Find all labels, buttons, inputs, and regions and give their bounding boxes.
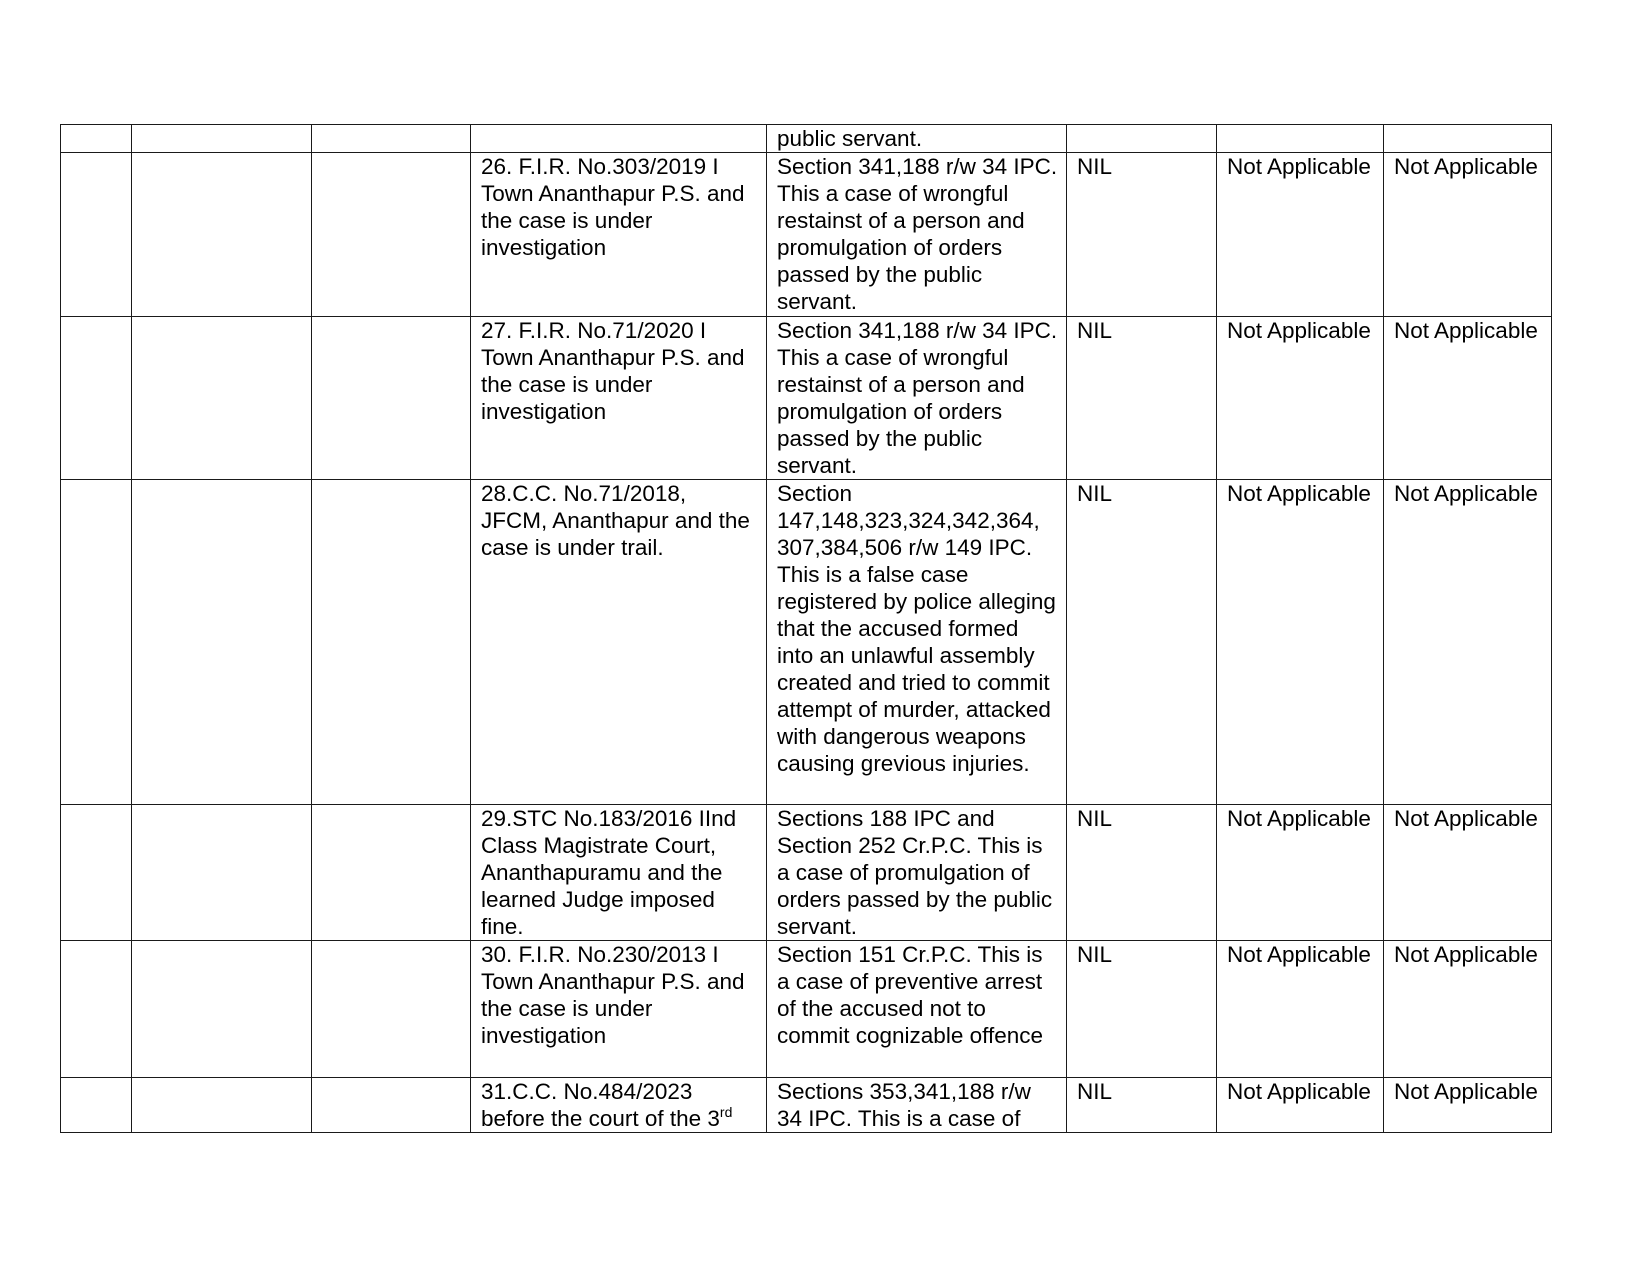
conviction-cell: NIL [1067, 805, 1217, 941]
table-row [61, 805, 1552, 941]
case-cell [471, 125, 767, 153]
details-cell: public servant. [767, 125, 1067, 153]
remarks-cell: Not Applicable [1384, 1078, 1552, 1133]
empty-cell [312, 125, 471, 153]
appeal-cell: Not Applicable [1217, 941, 1384, 1078]
details-cell: Sections 188 IPC and Section 252 Cr.P.C. This is a case of promulgation of orders passed by the public servant. [767, 805, 1067, 941]
table-row [61, 317, 1552, 480]
empty-cell [312, 1078, 471, 1133]
name-cell [132, 480, 312, 805]
appeal-cell: Not Applicable [1217, 1078, 1384, 1133]
case-cell: 28.C.C. No.71/2018, JFCM, Ananthapur and the case is under trail. [471, 480, 767, 805]
serial-cell [61, 153, 132, 317]
remarks-cell: Not Applicable [1384, 480, 1552, 805]
conviction-cell: NIL [1067, 941, 1217, 1078]
details-cell: Section 151 Cr.P.C. This is a case of preventive arrest of the accused not to commit cognizable offence [767, 941, 1067, 1078]
name-cell [132, 1078, 312, 1133]
case-cell: 30. F.I.R. No.230/2013 I Town Ananthapur P.S. and the case is under investigation [471, 941, 767, 1078]
serial-cell [61, 1078, 132, 1133]
remarks-cell: Not Applicable [1384, 805, 1552, 941]
name-cell [132, 317, 312, 480]
appeal-cell: Not Applicable [1217, 805, 1384, 941]
remarks-cell [1384, 125, 1552, 153]
conviction-cell: NIL [1067, 1078, 1217, 1133]
serial-cell [61, 941, 132, 1078]
table-row [61, 480, 1552, 805]
empty-cell [312, 317, 471, 480]
serial-cell [61, 805, 132, 941]
case-text: 31.C.C. No.484/2023 before the court of the 3 [481, 1079, 720, 1131]
table-row [61, 125, 1552, 153]
conviction-cell [1067, 125, 1217, 153]
table-row [61, 941, 1552, 1078]
appeal-cell: Not Applicable [1217, 317, 1384, 480]
empty-cell [312, 805, 471, 941]
conviction-cell: NIL [1067, 317, 1217, 480]
appeal-cell: Not Applicable [1217, 480, 1384, 805]
empty-cell [312, 480, 471, 805]
name-cell [132, 941, 312, 1078]
serial-cell [61, 480, 132, 805]
details-cell: Section 341,188 r/w 34 IPC. This a case of wrongful restainst of a person and promulgation of orders passed by the public servant. [767, 153, 1067, 317]
appeal-cell: Not Applicable [1217, 153, 1384, 317]
conviction-cell: NIL [1067, 153, 1217, 317]
remarks-cell: Not Applicable [1384, 153, 1552, 317]
details-cell: Section 341,188 r/w 34 IPC. This a case of wrongful restainst of a person and promulgation of orders passed by the public servant. [767, 317, 1067, 480]
empty-cell [312, 153, 471, 317]
name-cell [132, 805, 312, 941]
appeal-cell [1217, 125, 1384, 153]
serial-cell [61, 125, 132, 153]
table-row [61, 1078, 1552, 1133]
details-cell: Sections 353,341,188 r/w 34 IPC. This is a case of [767, 1078, 1067, 1133]
conviction-cell: NIL [1067, 480, 1217, 805]
details-cell: Section 147,148,323,324,342,364, 307,384,506 r/w 149 IPC. This is a false case registered by police alleging that the accused formed into an unlawful assembly created and tried to commit attempt of murder, attacked with dangerous weapons causing grevious injuries. [767, 480, 1067, 805]
name-cell [132, 125, 312, 153]
empty-cell [312, 941, 471, 1078]
case-cell: 29.STC No.183/2016 IInd Class Magistrate Court, Ananthapuramu and the learned Judge imposed fine. [471, 805, 767, 941]
case-cell: 26. F.I.R. No.303/2019 I Town Ananthapur P.S. and the case is under investigation [471, 153, 767, 317]
table-row [61, 153, 1552, 317]
ordinal-superscript: rd [719, 1104, 733, 1120]
name-cell [132, 153, 312, 317]
serial-cell [61, 317, 132, 480]
case-cell [471, 1078, 767, 1133]
remarks-cell: Not Applicable [1384, 941, 1552, 1078]
cases-table [60, 124, 1552, 1133]
case-cell: 27. F.I.R. No.71/2020 I Town Ananthapur P.S. and the case is under investigation [471, 317, 767, 480]
remarks-cell: Not Applicable [1384, 317, 1552, 480]
